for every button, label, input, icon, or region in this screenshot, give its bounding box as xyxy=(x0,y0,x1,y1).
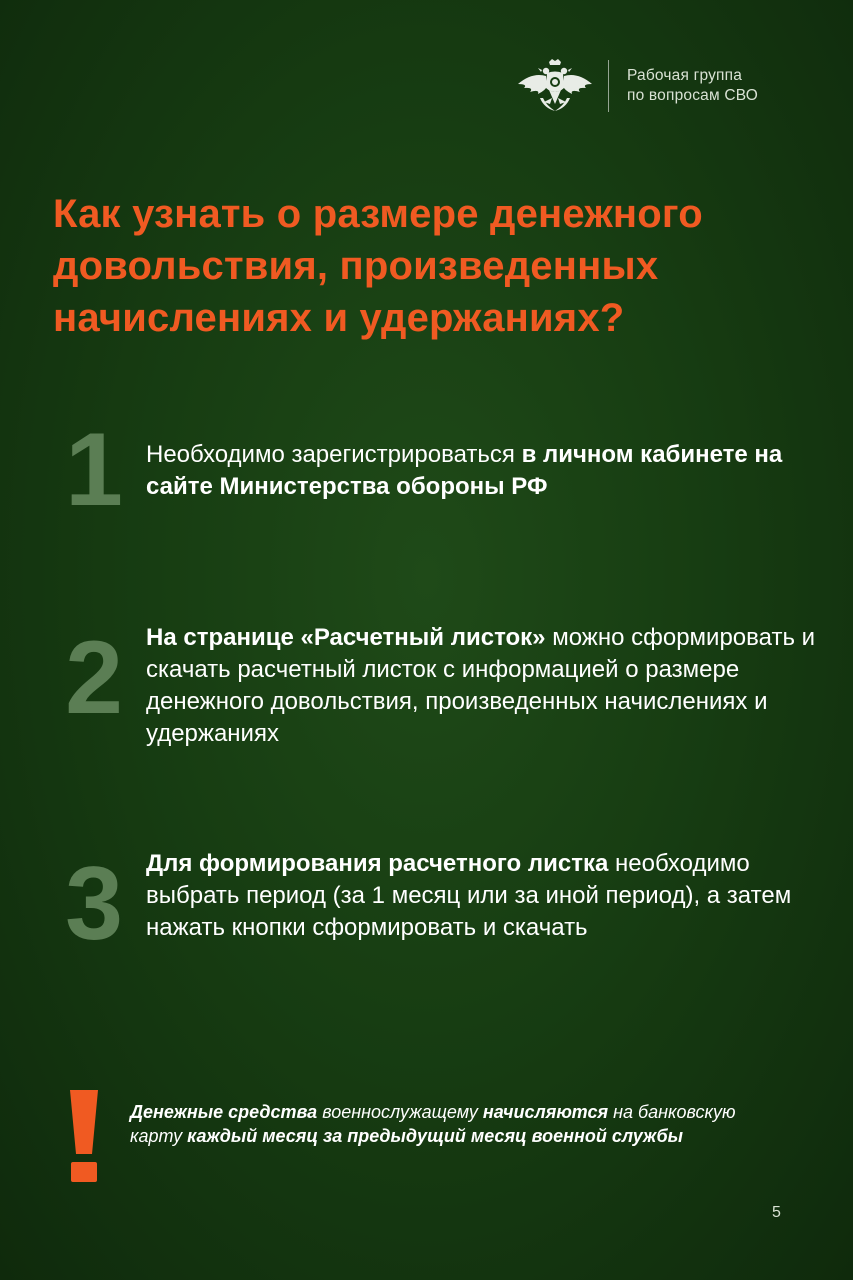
step-text xyxy=(146,848,826,944)
note-text xyxy=(130,1100,750,1148)
organization-line-1: Рабочая группа xyxy=(627,67,743,84)
exclamation-icon xyxy=(66,1088,102,1184)
step-text xyxy=(146,439,826,503)
title-line-3: начислениях и удержаниях? xyxy=(53,296,625,340)
step-number: 3 xyxy=(65,846,123,962)
title-line-1: Как узнать о размере денежного xyxy=(53,192,703,236)
note-bold-2: начисляются xyxy=(482,1102,609,1122)
step-text-regular: Необходимо зарегистрироваться xyxy=(146,441,522,468)
step-number: 1 xyxy=(65,412,123,528)
organization-line-2: по вопросам СВО xyxy=(627,87,759,104)
header-divider xyxy=(608,60,609,112)
note-regular-1: военнослужащему xyxy=(317,1102,483,1122)
page-title xyxy=(53,188,843,344)
page-number: 5 xyxy=(772,1204,781,1221)
organization-name xyxy=(627,66,758,106)
header xyxy=(516,58,758,114)
step-text xyxy=(146,622,826,750)
step-text-regular: можно сформировать и скачать расчетный листок с информацией о размере денежного довольствия, произведенных начислениях и удержаниях xyxy=(146,624,816,747)
step-text-bold: На странице «Расчетный листок» xyxy=(146,624,546,651)
step-text-regular: необходимо выбрать период (за 1 месяц или за иной период), а затем нажать кнопки сформировать и скачать xyxy=(146,850,792,941)
note-regular-2: на банковскую карту xyxy=(130,1102,736,1146)
note-bold-1: Денежные средства xyxy=(130,1102,318,1122)
double-headed-eagle-emblem-icon xyxy=(516,58,594,114)
title-line-2: довольствия, произведенных xyxy=(53,244,659,288)
note-bold-3: каждый месяц за предыдущий месяц военной службы xyxy=(187,1126,684,1146)
step-text-bold: в личном кабинете на сайте Министерства обороны РФ xyxy=(146,441,783,500)
step-number: 2 xyxy=(65,620,123,736)
step-text-bold: Для формирования расчетного листка xyxy=(146,850,609,877)
